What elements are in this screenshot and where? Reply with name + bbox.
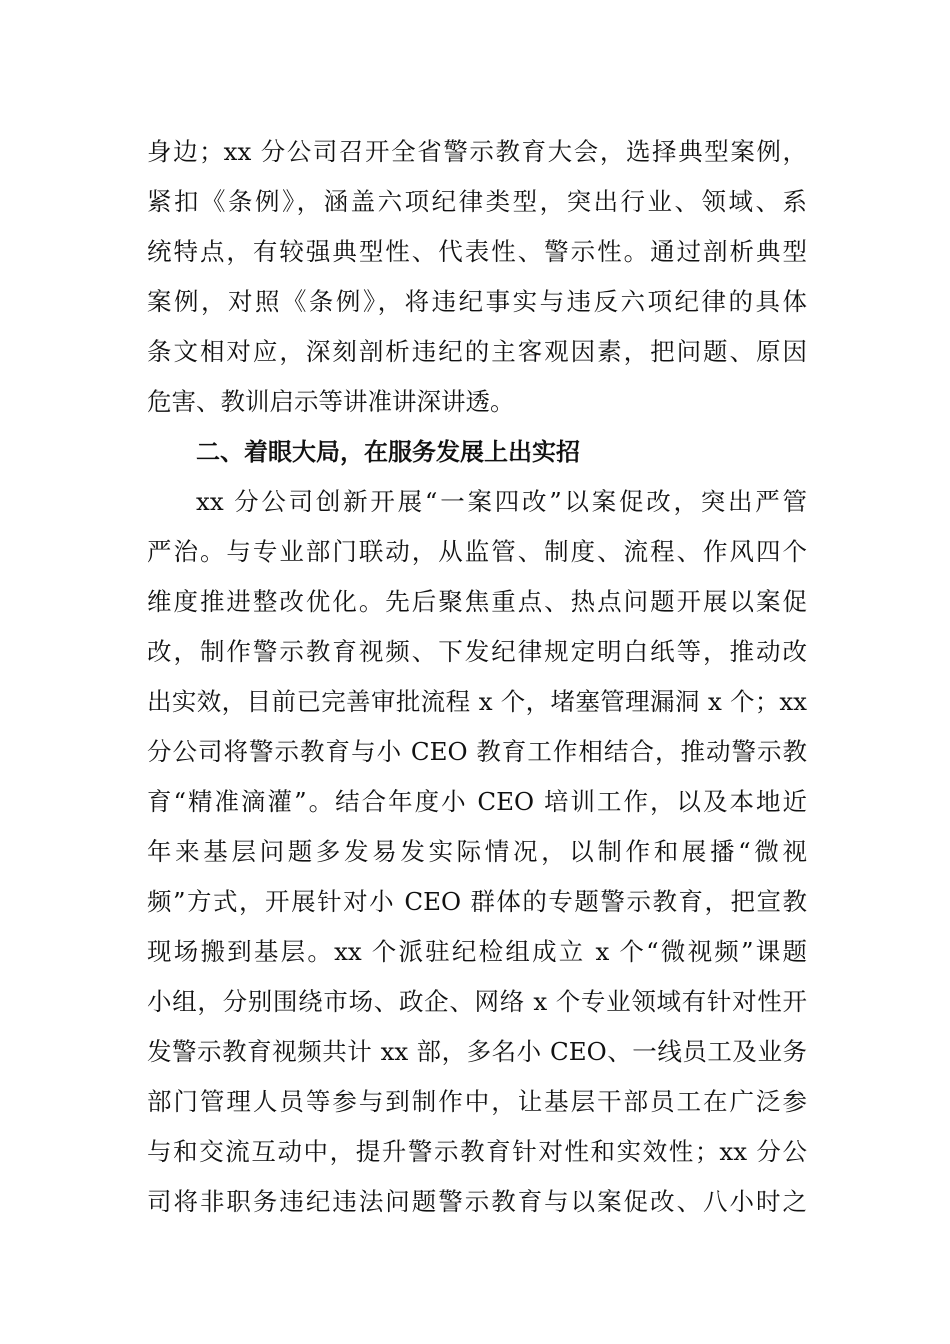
paragraph-line: xx 分公司创新开展“一案四改”以案促改，突出严管 — [196, 487, 807, 516]
paragraph-line: 分公司将警示教育与小 CEO 教育工作相结合，推动警示教 — [147, 737, 807, 766]
paragraph-line: 出实效，目前已完善审批流程 x 个，堵塞管理漏洞 x 个；xx — [147, 687, 807, 716]
paragraph-line: 发警示教育视频共计 xx 部，多名小 CEO、一线员工及业务 — [147, 1037, 807, 1066]
paragraph-line: 危害、教训启示等讲准讲深讲透。 — [147, 387, 515, 416]
paragraph-line: 统特点，有较强典型性、代表性、警示性。通过剖析典型 — [147, 237, 807, 266]
paragraph-line: 严治。与专业部门联动，从监管、制度、流程、作风四个 — [147, 537, 807, 566]
paragraph-line: 维度推进整改优化。先后聚焦重点、热点问题开展以案促 — [147, 587, 807, 616]
paragraph-line: 小组，分别围绕市场、政企、网络 x 个专业领域有针对性开 — [147, 987, 807, 1016]
paragraph-line: 改，制作警示教育视频、下发纪律规定明白纸等，推动改 — [147, 637, 807, 666]
paragraph-line: 身边；xx 分公司召开全省警示教育大会，选择典型案例， — [147, 137, 807, 166]
paragraph-line: 育“精准滴灌”。结合年度小 CEO 培训工作，以及本地近 — [147, 787, 807, 816]
paragraph-line: 紧扣《条例》，涵盖六项纪律类型，突出行业、领域、系 — [147, 187, 807, 216]
paragraph-line: 年来基层问题多发易发实际情况，以制作和展播“微视 — [147, 837, 807, 866]
paragraph-line: 与和交流互动中，提升警示教育针对性和实效性；xx 分公 — [147, 1137, 807, 1166]
paragraph-line: 部门管理人员等参与到制作中，让基层干部员工在广泛参 — [147, 1087, 807, 1116]
paragraph-line: 频”方式，开展针对小 CEO 群体的专题警示教育，把宣教 — [147, 887, 807, 916]
paragraph-line: 条文相对应，深刻剖析违纪的主客观因素，把问题、原因 — [147, 337, 807, 366]
paragraph-line: 案例，对照《条例》，将违纪事实与违反六项纪律的具体 — [147, 287, 807, 316]
section-heading: 二、着眼大局，在服务发展上出实招 — [196, 438, 580, 466]
paragraph-line: 现场搬到基层。xx 个派驻纪检组成立 x 个“微视频”课题 — [147, 937, 807, 966]
paragraph-line: 司将非职务违纪违法问题警示教育与以案促改、八小时之 — [147, 1187, 807, 1216]
